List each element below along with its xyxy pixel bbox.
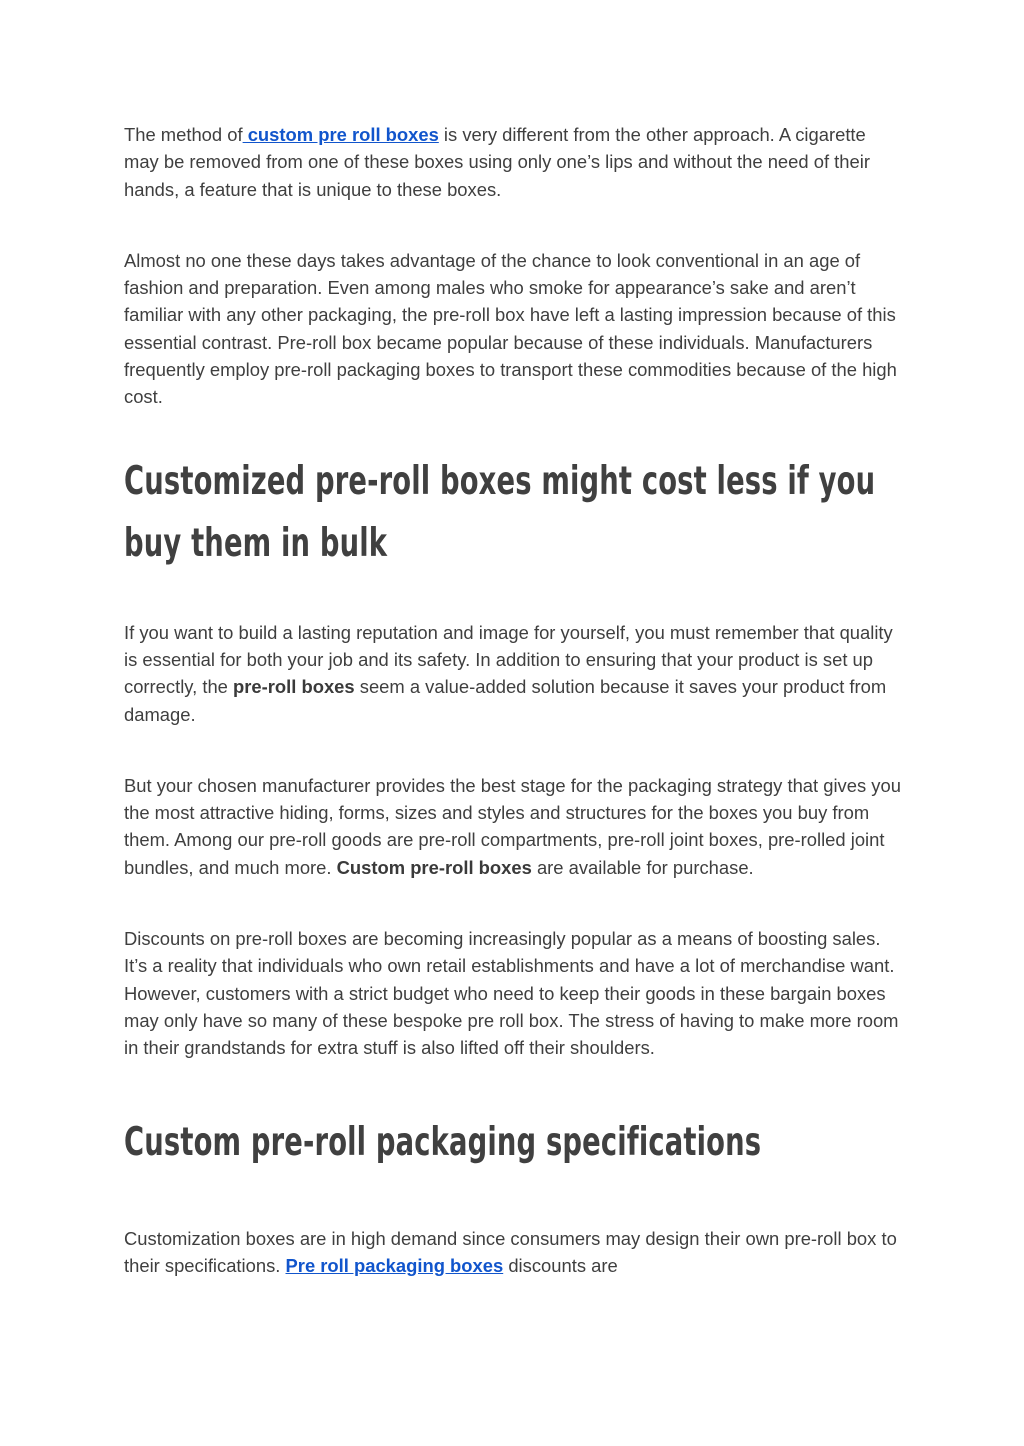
paragraph-discounts: Discounts on pre-roll boxes are becoming increasingly popular as a means of boosting sales. It’s a reality that individuals who own retail establishments and have a lot of merchandise want. However, customers with a strict budget who need to keep their goods in these bargain boxes may only have so many of these bespoke pre roll box. The stress of having to make more room in their grandstands for extra stuff is also lifted off their shoulders. [124, 928, 899, 1059]
paragraph-conventional: Almost no one these days takes advantage of the chance to look conventional in an age of fashion and preparation. Even among males who smoke for appearance’s sake and aren’t familiar with any other packaging, the pre-roll box have left a lasting impression because of this essential contrast. Pre-roll box became popular because of these individuals. Manufacturers frequently employ pre-roll packaging boxes to transport these commodities because of the high cost. [124, 249, 897, 408]
paragraph-reputation [124, 619, 904, 728]
heading-line: buy them in bulk [124, 520, 388, 566]
paragraph-text: But your chosen manufacturer provides the best stage for the packaging strategy that gives you the most attractive hiding, forms, sizes and styles and structures for the boxes you buy from them. Among our pre-roll goods are pre-roll compartments, pre-roll joint boxes, pre-rolled joint bundles, and much more. [124, 774, 901, 878]
paragraph-text: is very different from the other approach. A cigarette may be removed from one of these boxes using only one’s lips and without the need of their hands, a feature that is unique to these boxes. [124, 124, 870, 200]
heading-specifications: Custom pre-roll packaging specifications [124, 1119, 762, 1165]
pre-roll-packaging-boxes-link[interactable]: Pre roll packaging boxes [285, 1254, 504, 1276]
custom-pre-roll-boxes-link[interactable]: custom pre roll boxes [242, 124, 439, 145]
document-page [124, 121, 904, 1279]
heading-bulk-cost [124, 451, 904, 575]
bold-custom-pre-roll-boxes: Custom pre-roll boxes [336, 856, 532, 878]
bold-pre-roll-boxes: pre-roll boxes [233, 676, 355, 698]
paragraph-intro [124, 121, 904, 203]
paragraph-manufacturer [124, 772, 904, 881]
paragraph-text: are available for purchase. [531, 856, 754, 878]
paragraph-text: Customization boxes are in high demand since consumers may design their own pre-roll box to their specifications. [124, 1227, 897, 1276]
paragraph-text: seem a value-added solution because it saves your product from damage. [124, 676, 887, 725]
paragraph-text: If you want to build a lasting reputation and image for yourself, you must remember that quality is essential for both your job and its safety. In addition to ensuring that your product is set up correctly, the [124, 621, 893, 698]
paragraph-text: The method of [124, 124, 243, 145]
heading-line: Customized pre-roll boxes might cost less if you [124, 458, 876, 504]
paragraph-customization [124, 1225, 904, 1280]
paragraph-text: discounts are [503, 1254, 618, 1276]
